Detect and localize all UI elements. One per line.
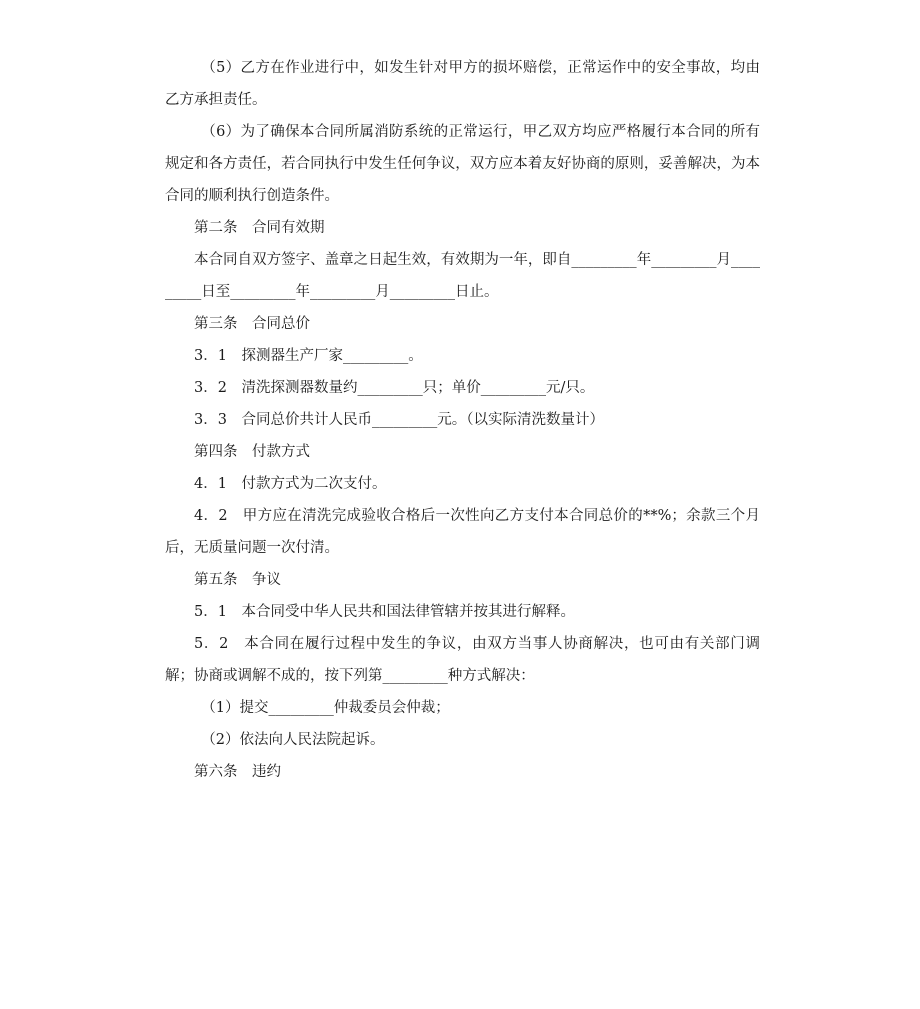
clause-item-5: （5）乙方在作业进行中，如发生针对甲方的损坏赔偿，正常运作中的安全事故，均由乙方承担责任。 xyxy=(165,60,760,108)
validity-period-text: 本合同自双方签字、盖章之日起生效，有效期为一年，即自_________年_________月_________日至_________年_________月_________日止。 xyxy=(165,252,760,300)
article-6-heading: 第六条 违约 xyxy=(194,764,281,780)
clause-item-6: （6）为了确保本合同所属消防系统的正常运行，甲乙双方均应严格履行本合同的所有规定和各方责任，若合同执行中发生任何争议，双方应本着友好协商的原则，妥善解决，为本合同的顺利执行创造条件。 xyxy=(165,124,760,204)
clause-5-1: 5．1 本合同受中华人民共和国法律管辖并按其进行解释。 xyxy=(194,604,575,620)
article-5-heading: 第五条 争议 xyxy=(194,572,281,588)
dispute-option-2: （2）依法向人民法院起诉。 xyxy=(201,732,385,748)
article-4-heading: 第四条 付款方式 xyxy=(194,444,310,460)
dispute-option-1: （1）提交_________仲裁委员会仲裁； xyxy=(201,700,450,716)
clause-4-2: 4．2 甲方应在清洗完成验收合格后一次性向乙方支付本合同总价的**%；余款三个月后，无质量问题一次付清。 xyxy=(165,508,760,556)
article-2-heading: 第二条 合同有效期 xyxy=(194,220,325,236)
clause-4-1: 4．1 付款方式为二次支付。 xyxy=(194,476,387,492)
clause-5-2: 5．2 本合同在履行过程中发生的争议，由双方当事人协商解决，也可由有关部门调解；协商或调解不成的，按下列第_________种方式解决： xyxy=(165,636,760,684)
clause-3-3: 3．3 合同总价共计人民币_________元。（以实际清洗数量计） xyxy=(194,412,604,428)
contract-page xyxy=(165,52,760,788)
clause-3-2: 3．2 清洗探测器数量约_________只；单价_________元/只。 xyxy=(194,380,595,396)
article-3-heading: 第三条 合同总价 xyxy=(194,316,310,332)
clause-3-1: 3．1 探测器生产厂家_________。 xyxy=(194,348,423,364)
